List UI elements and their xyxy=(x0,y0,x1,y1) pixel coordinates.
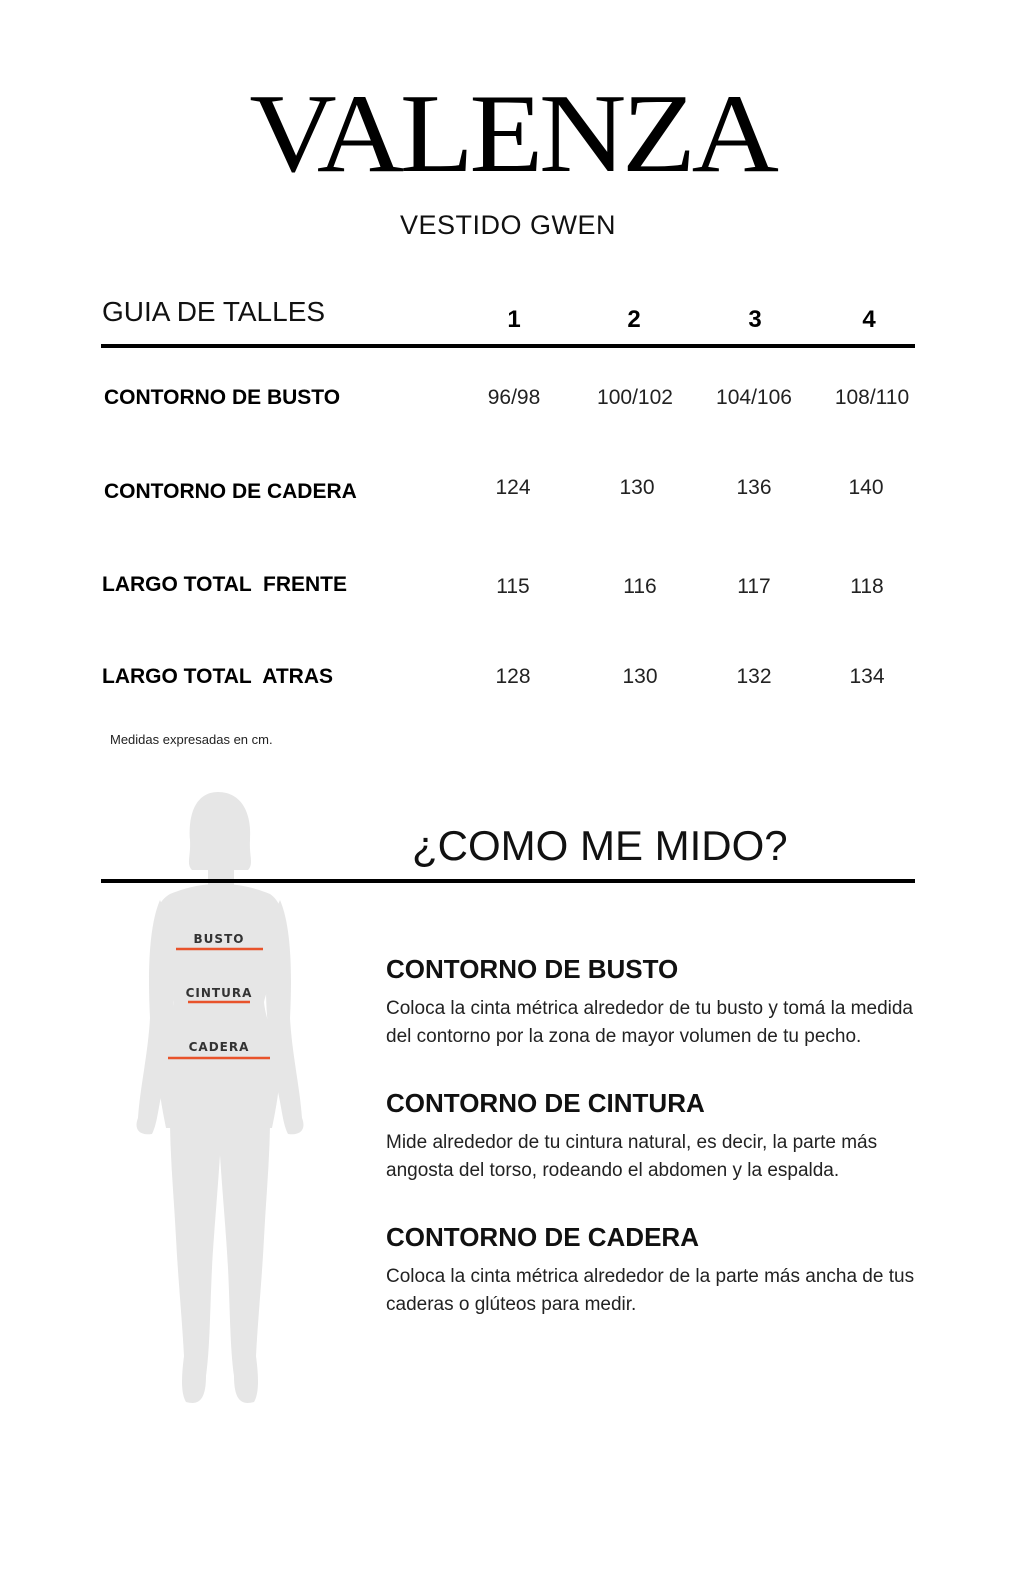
table-cell: 128 xyxy=(495,665,531,688)
text-line: Coloca la cinta métrica alrededor de la parte más ancha de tus xyxy=(386,1266,915,1287)
section-heading: CONTORNO DE CADERA xyxy=(386,1222,699,1252)
units-note: Medidas expresadas en cm. xyxy=(110,732,273,747)
row-label: LARGO TOTAL FRENTE xyxy=(102,573,347,596)
table-cell: 96/98 xyxy=(487,386,541,409)
table-cell: 104/106 xyxy=(716,386,792,409)
section-heading: CONTORNO DE CINTURA xyxy=(386,1088,705,1118)
table-cell: 100/102 xyxy=(597,386,673,409)
table-header-rule xyxy=(101,344,915,348)
section-text xyxy=(386,1129,976,1185)
row-label: CONTORNO DE CADERA xyxy=(104,480,357,503)
table-cell: 118 xyxy=(850,575,884,598)
size-header-1: 1 xyxy=(507,306,521,333)
table-cell: 140 xyxy=(848,476,884,499)
size-header-2: 2 xyxy=(627,306,641,333)
section-heading: CONTORNO DE BUSTO xyxy=(386,954,679,984)
text-line: Coloca la cinta métrica alrededor de tu busto y tomá la medida xyxy=(386,998,913,1019)
table-cell: 130 xyxy=(619,476,655,499)
table-cell: 134 xyxy=(849,665,885,688)
size-header-3: 3 xyxy=(748,306,762,333)
size-header-4: 4 xyxy=(862,306,876,333)
table-cell: 130 xyxy=(622,665,658,688)
table-cell: 124 xyxy=(495,476,531,499)
how-to-measure-title: ¿COMO ME MIDO? xyxy=(412,822,788,869)
table-cell: 108/110 xyxy=(834,386,910,409)
table-cell: 132 xyxy=(736,665,772,688)
table-cell: 115 xyxy=(496,575,530,598)
table-cell: 136 xyxy=(736,476,772,499)
row-label: LARGO TOTAL ATRAS xyxy=(102,665,333,688)
figure-label-busto: BUSTO xyxy=(193,932,245,946)
section-text xyxy=(386,1263,976,1319)
text-line: caderas o glúteos para medir. xyxy=(386,1294,637,1315)
text-line: del contorno por la zona de mayor volumen de tu pecho. xyxy=(386,1026,862,1047)
table-cell: 116 xyxy=(623,575,657,598)
how-to-measure-rule xyxy=(101,879,915,883)
product-name: VESTIDO GWEN xyxy=(399,210,616,240)
figure-label-cadera: CADERA xyxy=(188,1040,250,1054)
figure-label-cintura: CINTURA xyxy=(185,986,253,1000)
section-text xyxy=(386,995,976,1051)
size-guide-title: GUIA DE TALLES xyxy=(102,296,326,327)
text-line: Mide alrededor de tu cintura natural, es decir, la parte más xyxy=(386,1132,878,1153)
table-cell: 117 xyxy=(737,575,771,598)
brand-logo: VALENZA xyxy=(249,72,775,196)
text-line: angosta del torso, rodeando el abdomen y la espalda. xyxy=(386,1160,840,1181)
row-label: CONTORNO DE BUSTO xyxy=(104,386,341,409)
